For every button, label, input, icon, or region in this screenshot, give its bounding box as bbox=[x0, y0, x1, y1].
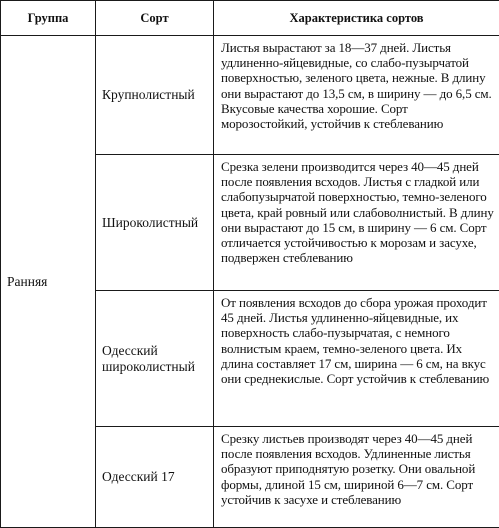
header-characteristics: Характеристика сортов bbox=[214, 1, 499, 36]
group-cell: Ранняя bbox=[1, 36, 96, 528]
table-header-row bbox=[1, 1, 499, 36]
sort-cell: Одесский широколистный bbox=[96, 291, 214, 427]
sort-cell: Одесский 17 bbox=[96, 427, 214, 528]
description-cell: От появления всходов до сбора урожая проходит 45 дней. Листья удлиненно-яйцевидные, их поверхность слабо-пузырчатая, с немного волнистым краем, темно-зеленого цвета. Их длина составляет 17 см, ширина — 6 см, на вкус они среднекислые. Сорт устойчив к стеблеванию bbox=[214, 291, 499, 427]
description-cell: Листья вырастают за 18—37 дней. Листья удлиненно-яйцевидные, со слабо-пузырчатой поверхностью, зеленого цвета, нежные. В длину они вырастают до 13,5 см, в ширину — до 6,5 см. Вкусовые качества хорошие. Сорт морозостойкий, устойчив к стеблеванию bbox=[214, 36, 499, 155]
description-cell: Срезка зелени производится через 40—45 дней после появления всходов. Листья с гладкой или слабопузырчатой поверхностью, темно-зеленого цвета, край ровный или слабоволнистый. В длину они вырастают до 15 см, в ширину — 6 см. Сорт отличается устойчивостью к морозам и засухе, подвержен стеблеванию bbox=[214, 155, 499, 291]
header-sort: Сорт bbox=[96, 1, 214, 36]
table-row bbox=[1, 36, 499, 155]
sort-cell: Крупнолистный bbox=[96, 36, 214, 155]
description-cell: Срезку листьев производят через 40—45 дней после появления всходов. Удлиненные листья образуют приподнятую розетку. Они овальной формы, длиной 15 см, шириной 6—7 см. Сорт устойчив к засухе и стеблеванию bbox=[214, 427, 499, 528]
header-group: Группа bbox=[1, 1, 96, 36]
sort-cell: Широколистный bbox=[96, 155, 214, 291]
